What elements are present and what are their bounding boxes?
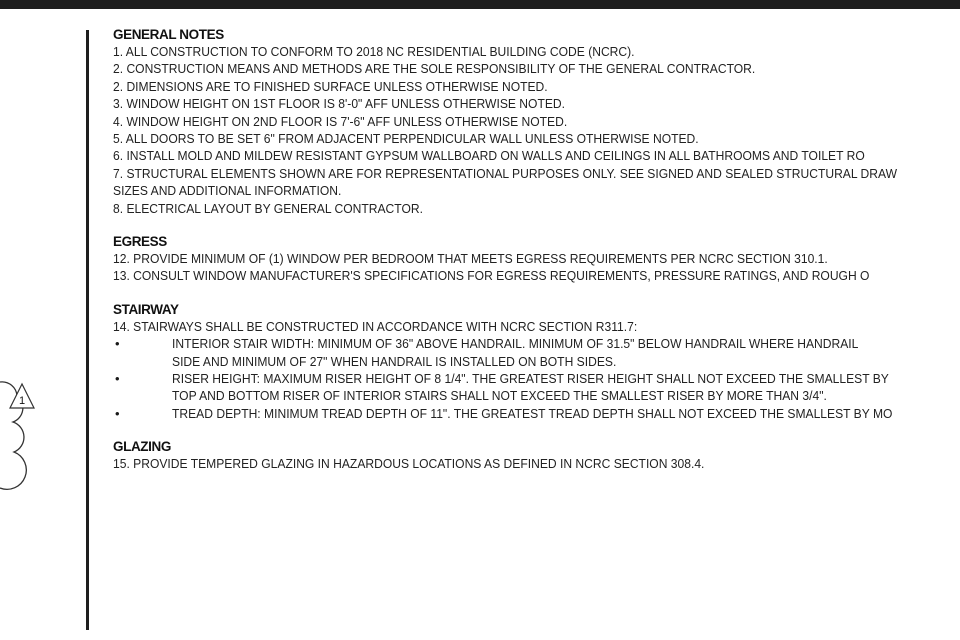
glazing-section xyxy=(113,438,960,472)
notes-panel xyxy=(113,26,960,473)
bullet-dot: • xyxy=(115,336,120,352)
bullet-text: TREAD DEPTH: MINIMUM TREAD DEPTH OF 11". THE GREATEST TREAD DEPTH SHALL NOT EXCEED THE SMALLEST BY MO xyxy=(172,405,893,421)
general-notes-section xyxy=(113,26,960,217)
note-line: 1. ALL CONSTRUCTION TO CONFORM TO 2018 NC RESIDENTIAL BUILDING CODE (NCRC). xyxy=(113,44,635,59)
note-line: 13. CONSULT WINDOW MANUFACTURER'S SPECIFICATIONS FOR EGRESS REQUIREMENTS, PRESSURE RATINGS, AND ROUGH O xyxy=(113,268,870,284)
egress-section xyxy=(113,233,960,285)
revision-cloud-drawing xyxy=(0,370,50,510)
section-title: STAIRWAY xyxy=(113,301,179,317)
bullet-item xyxy=(113,335,960,352)
section-title: GENERAL NOTES xyxy=(113,27,224,42)
bullet-text: RISER HEIGHT: MAXIMUM RISER HEIGHT OF 8 1/4". THE GREATEST RISER HEIGHT SHALL NOT EXCEED THE SMALLEST BY xyxy=(172,371,889,387)
bullet-continuation xyxy=(113,387,960,404)
bullet-item xyxy=(113,405,960,422)
bullet-text: SIDE AND MINIMUM OF 27" WHEN HANDRAIL IS INSTALLED ON BOTH SIDES. xyxy=(172,353,617,369)
bullet-text: INTERIOR STAIR WIDTH: MINIMUM OF 36" ABOVE HANDRAIL. MINIMUM OF 31.5" BELOW HANDRAIL WHERE HANDRAIL xyxy=(172,336,859,352)
bullet-item xyxy=(113,370,960,387)
note-line: 14. STAIRWAYS SHALL BE CONSTRUCTED IN ACCORDANCE WITH NCRC SECTION R311.7: xyxy=(113,318,638,334)
note-line: 6. INSTALL MOLD AND MILDEW RESISTANT GYPSUM WALLBOARD ON WALLS AND CEILINGS IN ALL BATHROOMS AND TOILET RO xyxy=(113,148,865,164)
note-line: 7. STRUCTURAL ELEMENTS SHOWN ARE FOR REPRESENTATIONAL PURPOSES ONLY. SEE SIGNED AND SEALED STRUCTURAL DRAW xyxy=(113,165,897,181)
bullet-dot: • xyxy=(115,371,120,387)
bullet-dot: • xyxy=(115,405,120,421)
bullet-continuation xyxy=(113,353,960,370)
note-line: 8. ELECTRICAL LAYOUT BY GENERAL CONTRACTOR. xyxy=(113,200,423,216)
section-title: GLAZING xyxy=(113,439,171,455)
note-line: 2. CONSTRUCTION MEANS AND METHODS ARE THE SOLE RESPONSIBILITY OF THE GENERAL CONTRACTOR. xyxy=(113,61,756,77)
note-line: 4. WINDOW HEIGHT ON 2ND FLOOR IS 7'-6" AFF UNLESS OTHERWISE NOTED. xyxy=(113,113,568,129)
stairway-section xyxy=(113,301,960,422)
note-line: 3. WINDOW HEIGHT ON 1ST FLOOR IS 8'-0" AFF UNLESS OTHERWISE NOTED. xyxy=(113,96,565,112)
note-line: 2. DIMENSIONS ARE TO FINISHED SURFACE UNLESS OTHERWISE NOTED. xyxy=(113,78,548,94)
note-line: 15. PROVIDE TEMPERED GLAZING IN HAZARDOUS LOCATIONS AS DEFINED IN NCRC SECTION 308.4. xyxy=(113,456,705,472)
note-line: 12. PROVIDE MINIMUM OF (1) WINDOW PER BEDROOM THAT MEETS EGRESS REQUIREMENTS PER NCRC SECTION 310.1. xyxy=(113,251,828,267)
drawing-divider-line xyxy=(86,30,89,630)
note-line: SIZES AND ADDITIONAL INFORMATION. xyxy=(113,183,342,199)
sheet-border-top xyxy=(0,0,960,9)
section-title: EGRESS xyxy=(113,234,167,250)
bullet-text: TOP AND BOTTOM RISER OF INTERIOR STAIRS SHALL NOT EXCEED THE SMALLEST RISER BY MORE THAN 3/4". xyxy=(172,388,827,404)
revision-number: 1 xyxy=(18,395,26,407)
note-line: 5. ALL DOORS TO BE SET 6" FROM ADJACENT PERPENDICULAR WALL UNLESS OTHERWISE NOTED. xyxy=(113,131,699,147)
